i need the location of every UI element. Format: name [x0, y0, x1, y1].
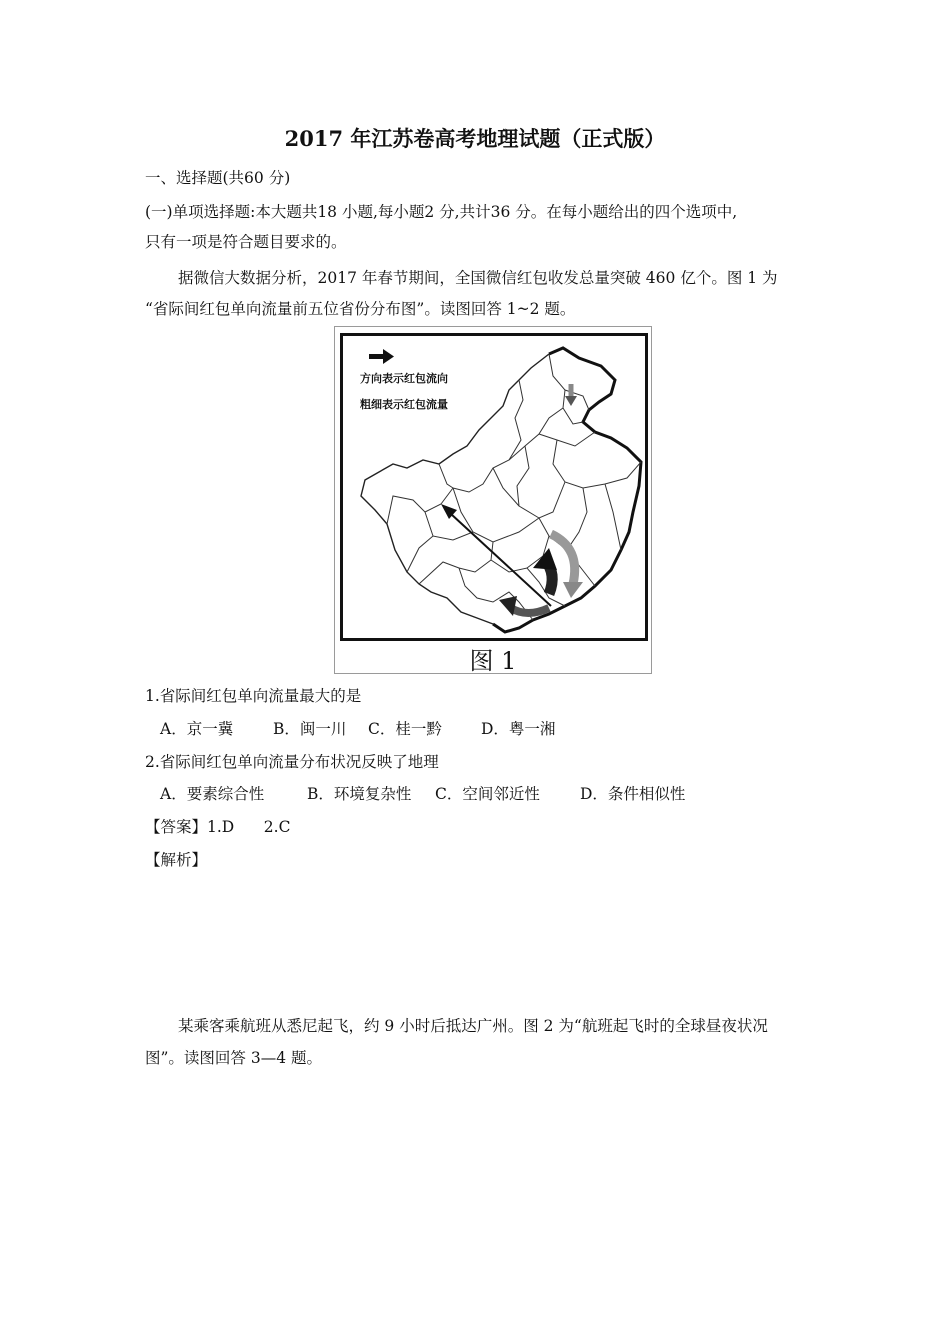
instructions-line-2: 只有一项是符合题目要求的。	[145, 233, 347, 251]
document-title: 2017 年江苏卷高考地理试题（正式版）	[284, 126, 666, 151]
question-2-option-a: A．要素综合性	[160, 785, 265, 803]
question-2-option-d: D．条件相似性	[580, 785, 686, 803]
question-2-stem: 2.省际间红包单向流量分布状况反映了地理	[145, 753, 439, 771]
legend-direction-label: 方向表示红包流向	[360, 372, 448, 385]
question-2-option-c: C．空间邻近性	[435, 785, 540, 803]
passage-2-line-2: 图”。读图回答 3—4 题。	[145, 1049, 323, 1067]
section-heading: 一、选择题(共60 分)	[145, 169, 291, 187]
question-1-stem: 1.省际间红包单向流量最大的是	[145, 687, 362, 705]
legend-thickness-label: 粗细表示红包流量	[360, 398, 448, 411]
question-1-option-c: C．桂一黔	[368, 720, 442, 738]
answer-line: 【答案】1.D 2.C	[145, 818, 291, 836]
instructions-line-1: (一)单项选择题:本大题共18 小题,每小题2 分,共计36 分。在每小题给出的四个选项中,	[145, 203, 738, 221]
passage-1-line-1: 据微信大数据分析，2017 年春节期间，全国微信红包收发总量突破 460 亿个。图 1 为	[178, 269, 778, 287]
figure-1	[334, 326, 652, 674]
flow-arrow-fujian-sichuan	[441, 504, 551, 606]
analysis-heading: 【解析】	[145, 851, 208, 869]
passage-1-line-2: “省际间红包单向流量前五位省份分布图”。读图回答 1~2 题。	[145, 300, 576, 318]
question-2-option-b: B．环境复杂性	[307, 785, 412, 803]
flow-arrow-guangdong-guangxi	[499, 596, 549, 616]
flow-arrow-guangdong-hunan	[533, 548, 557, 594]
question-1-option-a: A．京一冀	[160, 720, 234, 738]
passage-2-line-1: 某乘客乘航班从悉尼起飞，约 9 小时后抵达广州。图 2 为“航班起飞时的全球昼夜状况	[178, 1017, 768, 1035]
flow-arrow-beijing-hebei	[565, 384, 577, 406]
legend-arrow-icon	[369, 349, 394, 364]
figure-caption: 图 1	[469, 647, 517, 675]
map-frame	[340, 333, 648, 641]
question-1-option-b: B．闽一川	[273, 720, 347, 738]
question-1-option-d: D．粤一湘	[481, 720, 556, 738]
